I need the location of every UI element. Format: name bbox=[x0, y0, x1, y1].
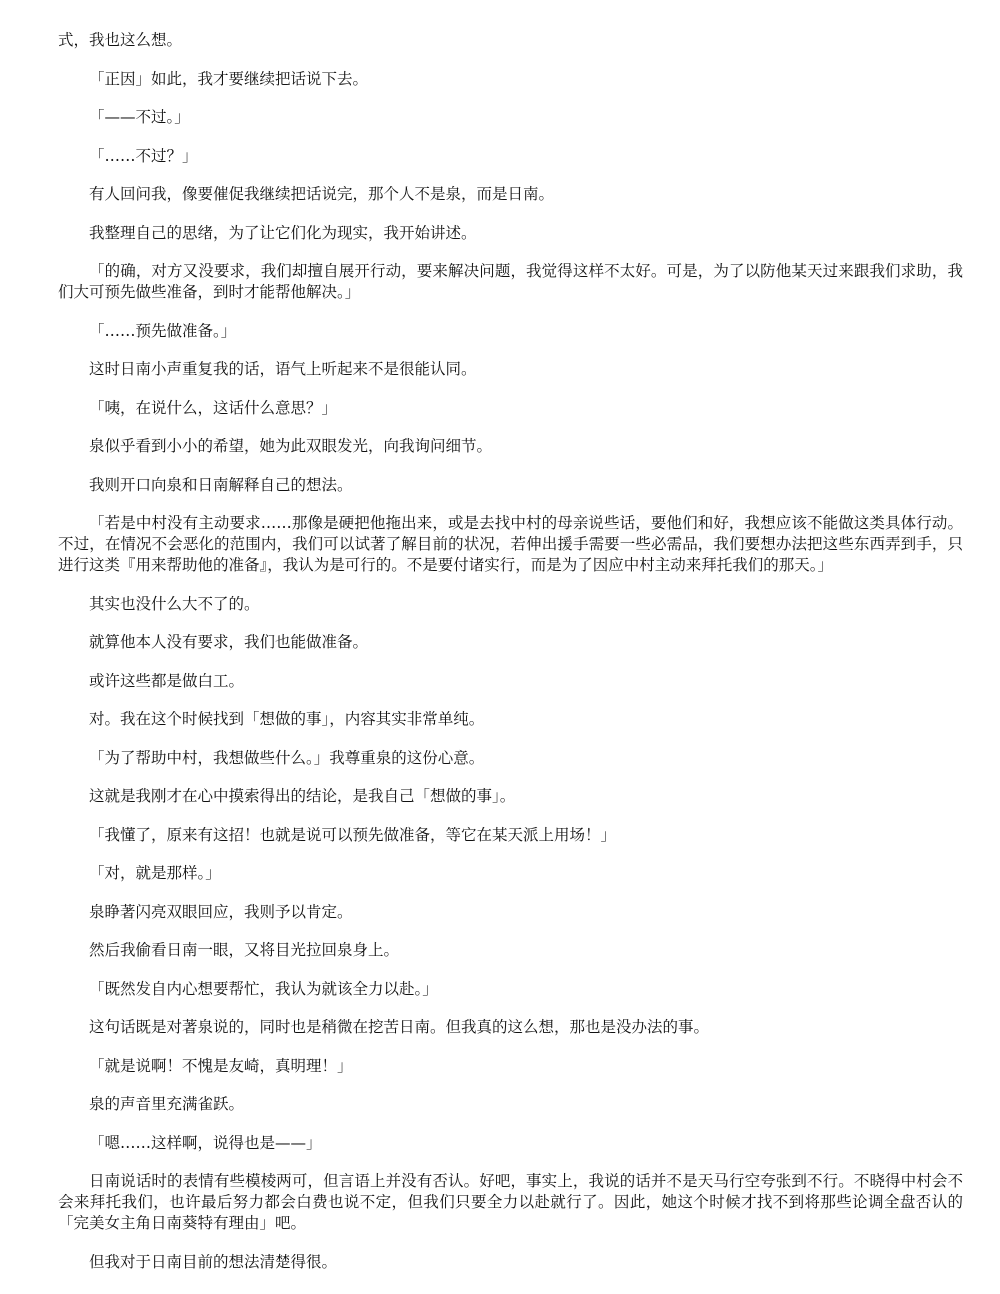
paragraph: 「就是说啊！不愧是友崎，真明理！」 bbox=[89, 1056, 353, 1075]
paragraph: 就算他本人没有要求，我们也能做准备。 bbox=[89, 633, 369, 651]
paragraph: 「嗯……这样啊，说得也是——」 bbox=[89, 1133, 322, 1152]
paragraph: 「对，就是那样。」 bbox=[89, 864, 221, 882]
paragraph: 或许这些都是做白工。 bbox=[89, 671, 245, 690]
paragraph: 「……不过？」 bbox=[89, 146, 198, 165]
paragraph: 这就是我刚才在心中摸索得出的结论，是我自己「想做的事」。 bbox=[89, 787, 516, 805]
paragraph: 「——不过。」 bbox=[89, 108, 190, 126]
paragraph: 我整理自己的思绪，为了让它们化为现实，我开始讲述。 bbox=[89, 223, 477, 242]
paragraph: 但我对于日南目前的想法清楚得很。 bbox=[89, 1252, 338, 1271]
paragraph: 泉睁著闪亮双眼回应，我则予以肯定。 bbox=[89, 902, 353, 921]
paragraph: 「我懂了，原来有这招！也就是说可以预先做准备，等它在某天派上用场！」 bbox=[89, 825, 617, 844]
paragraph: 日南说话时的表情有些模棱两可，但言语上并没有否认。好吧，事实上，我说的话并不是天马行空夸张到不行。不晓得中村会不会来拜托我们，也许最后努力都会白费也说不定，但我们只要全力以赴就行了。因此，她这个时候才找不到将那些论调全盘否认的「完美女主角日南葵特有理由」吧。 bbox=[58, 1172, 963, 1232]
paragraph: 这句话既是对著泉说的，同时也是稍微在挖苦日南。但我真的这么想，那也是没办法的事。 bbox=[89, 1018, 710, 1036]
paragraph: 「咦，在说什么，这话什么意思？」 bbox=[89, 398, 338, 417]
paragraph: 「既然发自内心想要帮忙，我认为就该全力以赴。」 bbox=[89, 979, 438, 998]
paragraph: 有人回问我，像要催促我继续把话说完，那个人不是泉，而是日南。 bbox=[89, 185, 555, 203]
paragraph: 这时日南小声重复我的话，语气上听起来不是很能认同。 bbox=[89, 360, 477, 378]
paragraph: 然后我偷看日南一眼，又将目光拉回泉身上。 bbox=[89, 941, 400, 959]
paragraph: 「正因」如此，我才要继续把话说下去。 bbox=[89, 69, 369, 88]
paragraph: 泉似乎看到小小的希望，她为此双眼发光，向我询问细节。 bbox=[89, 437, 493, 455]
paragraph: 对。我在这个时候找到「想做的事」，内容其实非常单纯。 bbox=[89, 710, 485, 728]
paragraph: 「为了帮助中村，我想做些什么。」我尊重泉的这份心意。 bbox=[89, 748, 485, 767]
paragraph: 我则开口向泉和日南解释自己的想法。 bbox=[89, 475, 353, 494]
paragraph: 「的确，对方又没要求，我们却擅自展开行动，要来解决问题，我觉得这样不太好。可是，为了以防他某天过来跟我们求助，我们大可预先做些准备，到时才能帮他解决。」 bbox=[58, 262, 963, 301]
paragraph: 泉的声音里充满雀跃。 bbox=[89, 1095, 245, 1113]
paragraph: 式，我也这么想。 bbox=[58, 31, 183, 49]
paragraph: 「若是中村没有主动要求……那像是硬把他拖出来，或是去找中村的母亲说些话，要他们和好，我想应该不能做这类具体行动。不过，在情况不会恶化的范围内，我们可以试著了解目前的状况，若伸出援手需要一些必需品，我们要想办法把这些东西弄到手，只进行这类『用来帮助他的准备』，我认为是可行的。不是要付诸实行，而是为了因应中村主动来拜托我们的那天。」 bbox=[58, 514, 963, 574]
paragraph: 其实也没什么大不了的。 bbox=[89, 594, 260, 613]
page-body bbox=[58, 30, 963, 1290]
paragraph: 「……预先做准备。」 bbox=[89, 321, 237, 340]
